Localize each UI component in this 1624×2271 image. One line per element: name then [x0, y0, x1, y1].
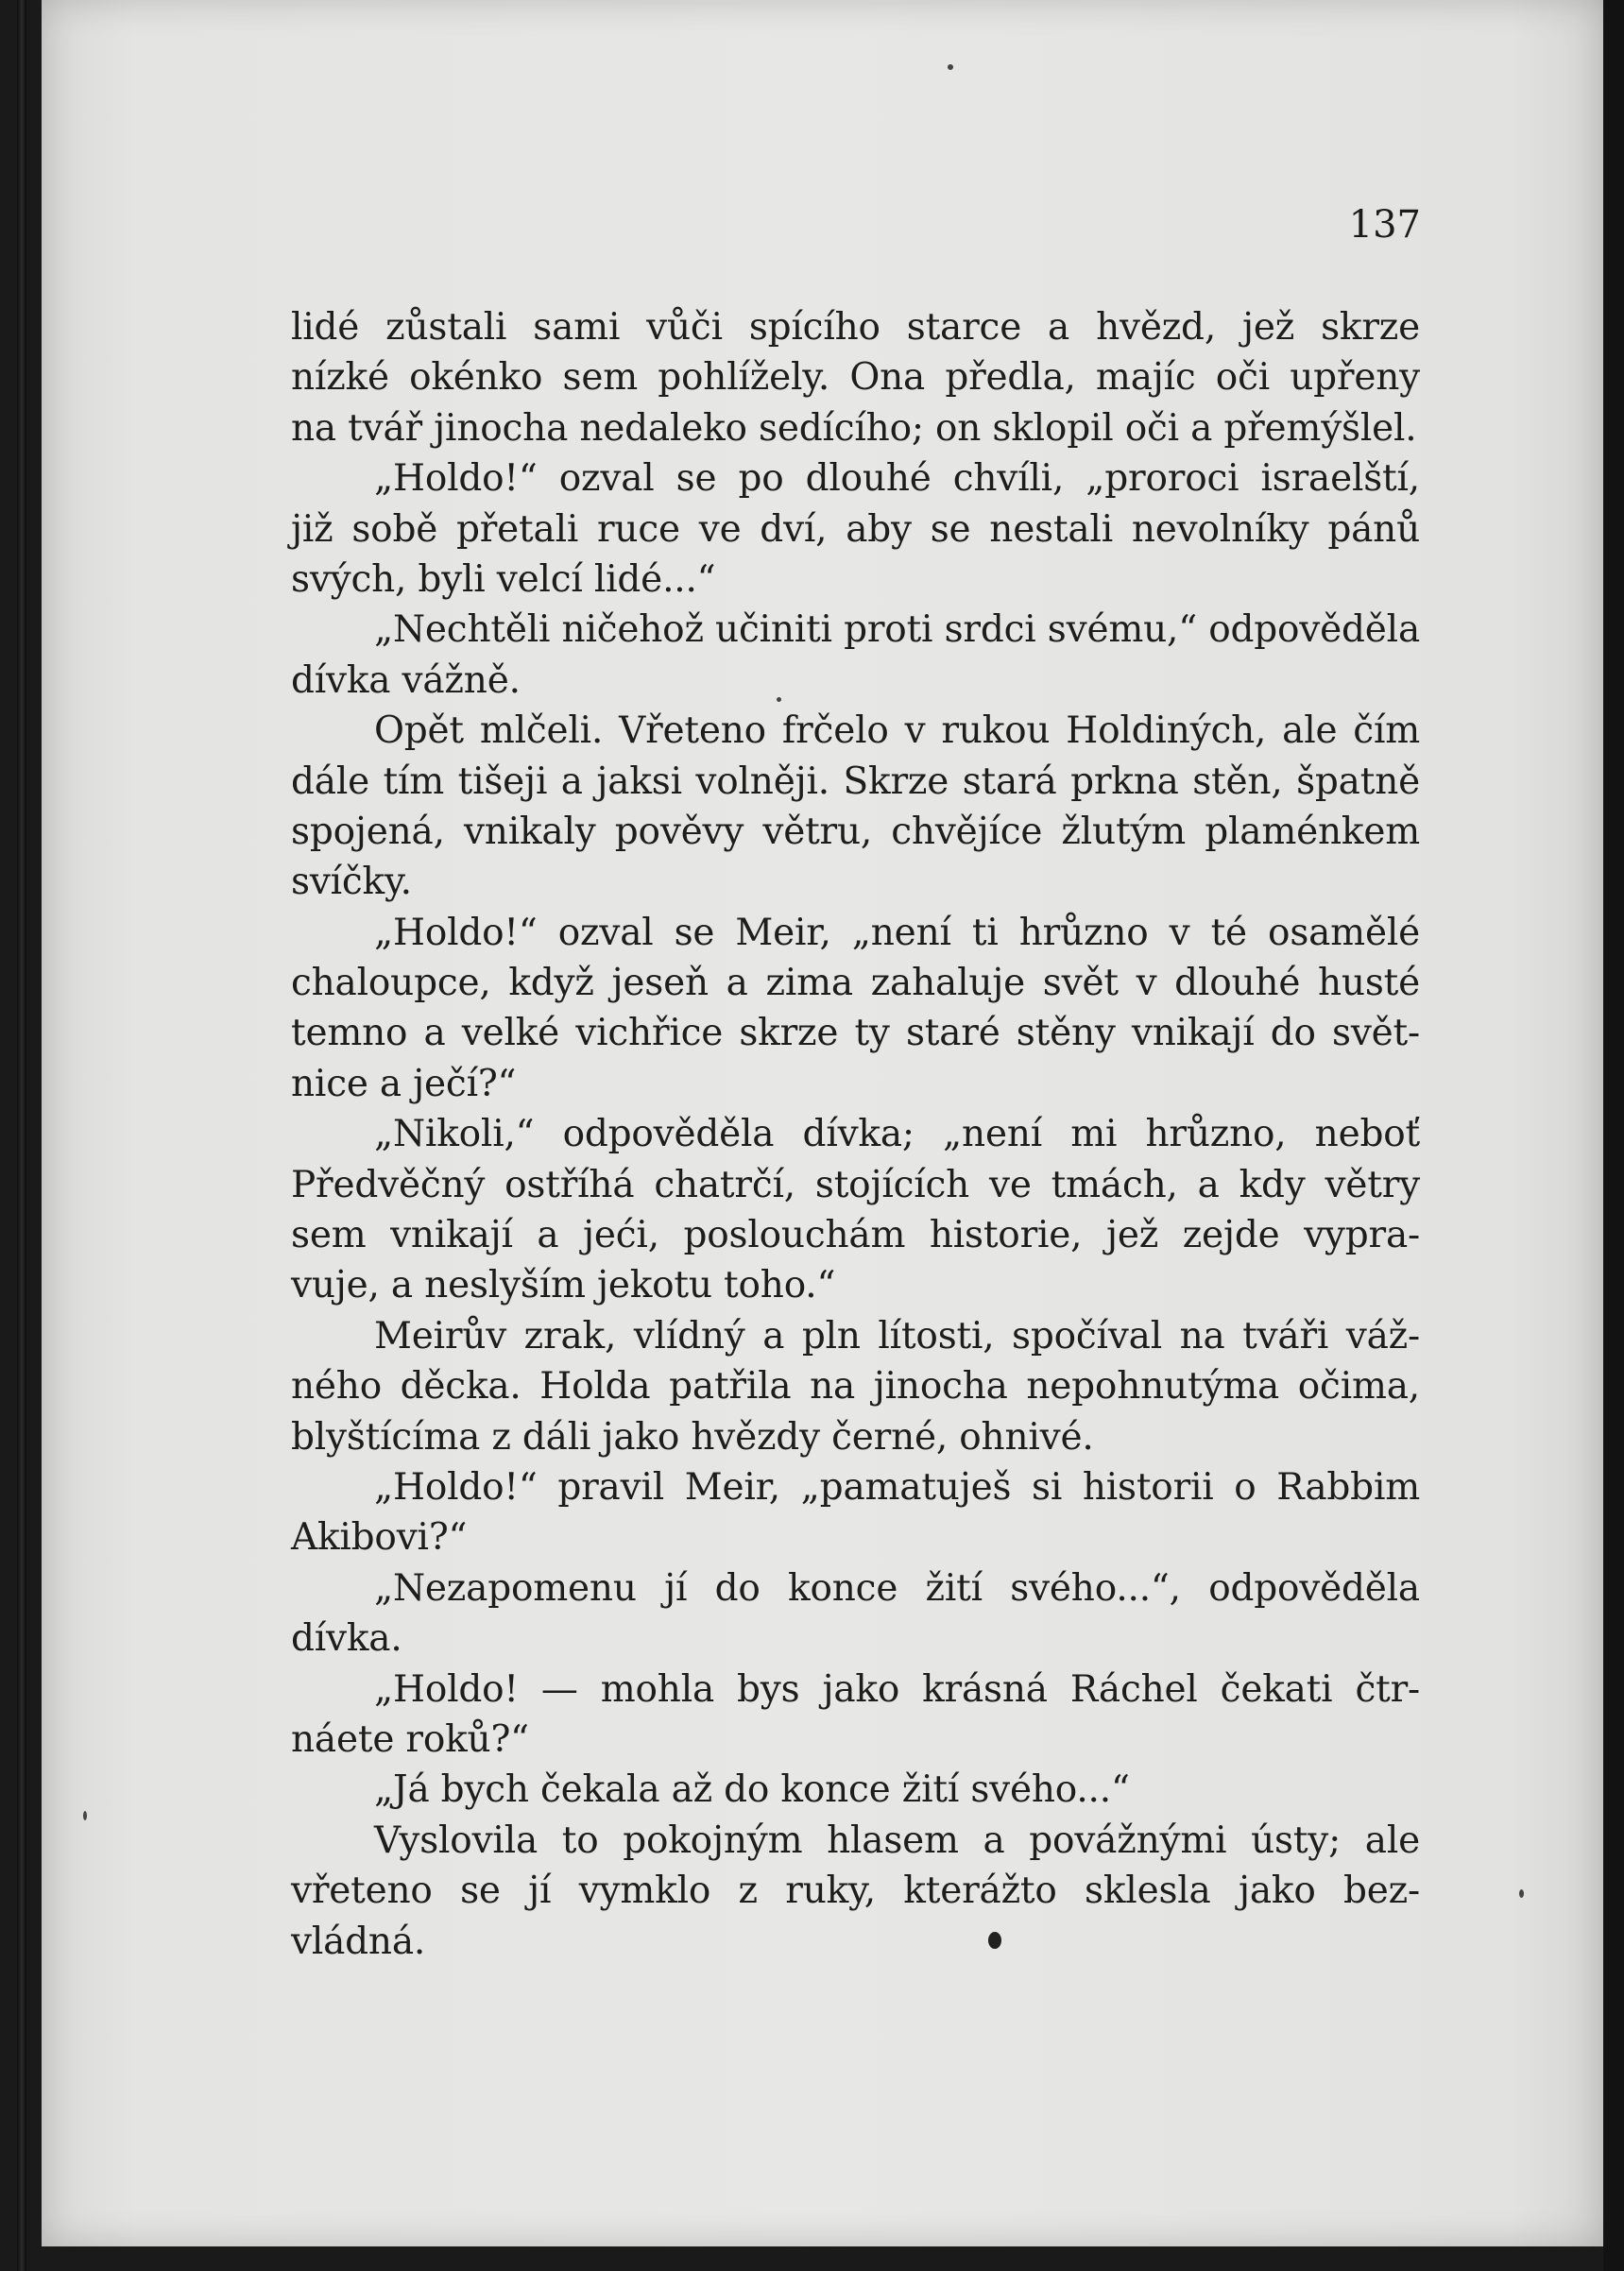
- text-line: „Já bych čekala až do konce žití svého...“: [374, 1768, 1130, 1812]
- text-line: chaloupce, když jeseň a zima zahaluje svět v dlouhé husté: [291, 962, 1420, 1005]
- text-line: Předvěčný ostříhá chatrčí, stojících ve tmách, a kdy větry: [291, 1163, 1420, 1206]
- text-line: ného děcka. Holda patřila na jinocha nepohnutýma očima,: [291, 1365, 1420, 1409]
- page-binding-edge: [17, 0, 26, 2271]
- paper-speck: [83, 1811, 87, 1820]
- text-line: dívka vážně.: [291, 658, 521, 702]
- text-line: „Holdo!“ ozval se po dlouhé chvíli, „proroci israelští,: [374, 457, 1420, 501]
- text-line: temno a velké vichřice skrze ty staré stěny vnikají do svět-: [291, 1012, 1420, 1055]
- text-line: náete roků?“: [291, 1717, 529, 1761]
- text-line: Vyslovila to pokojným hlasem a povážnými ústy; ale: [374, 1819, 1420, 1862]
- text-line: vuje, a neslyším jekotu toho.“: [291, 1264, 836, 1307]
- text-line: dále tím tišeji a jaksi volněji. Skrze stará prkna stěn, špatně: [291, 760, 1420, 803]
- text-line: vřeteno se jí vymklo z ruky, kterážto sklesla jako bez-: [291, 1870, 1420, 1913]
- text-line: nízké okénko sem pohlížely. Ona předla, majíc oči upřeny: [291, 356, 1420, 400]
- text-line: „Holdo!“ pravil Meir, „pamatuješ si historii o Rabbim: [374, 1465, 1420, 1509]
- text-line: sem vnikají a jeći, poslouchám historie, jež zejde vypra-: [291, 1214, 1420, 1257]
- text-line: na tvář jinocha nedaleko sedícího; on sklopil oči a přemýšlel.: [291, 406, 1417, 450]
- text-line: svých, byli velcí lidé...“: [291, 557, 716, 601]
- text-line: již sobě přetali ruce ve dví, aby se nestali nevolníky pánů: [291, 507, 1420, 551]
- page-number: 137: [1348, 203, 1421, 247]
- paper-speck: [777, 697, 781, 702]
- text-line: blyštícíma z dáli jako hvězdy černé, ohnivé.: [291, 1415, 1094, 1459]
- text-line: svíčky.: [291, 861, 412, 904]
- text-line: vládná.: [291, 1920, 426, 1963]
- text-line: „Nechtěli ničehož učiniti proti srdci svému,“ odpověděla: [374, 608, 1420, 652]
- text-line: „Holdo!“ ozval se Meir, „není ti hrůzno v té osamělé: [374, 911, 1420, 954]
- text-line: „Holdo! — mohla bys jako krásná Ráchel čekati čtr-: [374, 1667, 1420, 1711]
- text-line: „Nikoli,“ odpověděla dívka; „není mi hrůzno, neboť: [374, 1113, 1420, 1156]
- text-line: dívka.: [291, 1617, 402, 1661]
- scan-right-edge: [1603, 0, 1624, 2271]
- text-line: „Nezapomenu jí do konce žití svého...“, odpověděla: [374, 1566, 1420, 1610]
- text-line: Meirův zrak, vlídný a pln lítosti, spočíval na tváři váž-: [374, 1314, 1420, 1357]
- text-line: Akibovi?“: [291, 1516, 468, 1560]
- ink-blot: [988, 1932, 1001, 1949]
- body-text: [291, 302, 1420, 1967]
- text-line: spojená, vnikaly pověvy větru, chvějíce žlutým plaménkem: [291, 810, 1420, 853]
- text-line: Opět mlčeli. Vřeteno frčelo v rukou Holdiných, ale čím: [374, 709, 1420, 753]
- paper-speck: [948, 64, 953, 70]
- text-line: lidé zůstali sami vůči spícího starce a hvězd, jež skrze: [291, 306, 1420, 349]
- text-line: nice a ječí?“: [291, 1062, 517, 1105]
- paper-speck: [1519, 1889, 1524, 1898]
